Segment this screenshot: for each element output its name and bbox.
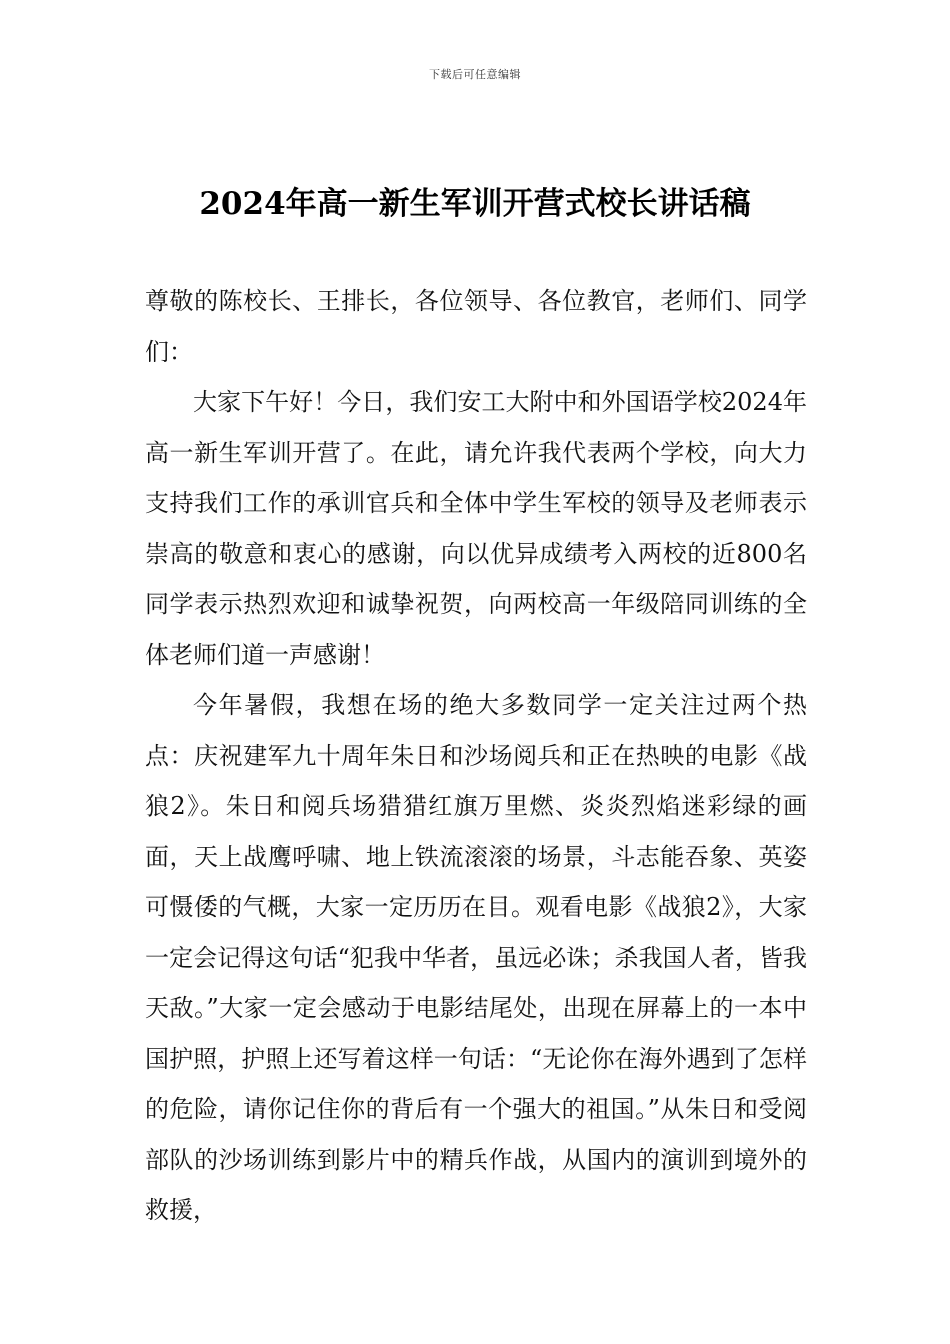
document-body (145, 276, 807, 1236)
paragraph-summer-topics: 今年暑假，我想在场的绝大多数同学一定关注过两个热点：庆祝建军九十周年朱日和沙场阅兵和正在热映的电影《战狼2》。朱日和阅兵场猎猎红旗万里燃、炎炎烈焰迷彩绿的画面，天上战鹰呼啸、地上铁流滚滚的场景，斗志能吞象、英姿可慑倭的气概，大家一定历历在目。观看电影《战狼2》，大家一定会记得这句话“犯我中华者，虽远必诛；杀我国人者，皆我天敌。”大家一定会感动于电影结尾处，出现在屏幕上的一本中国护照，护照上还写着这样一句话：“无论你在海外遇到了怎样的危险，请你记住你的背后有一个强大的祖国。”从朱日和受阅部队的沙场训练到影片中的精兵作战，从国内的演训到境外的救援， (145, 691, 807, 1224)
paragraph-welcome: 大家下午好！今日，我们安工大附中和外国语学校2024年高一新生军训开营了。在此，请允许我代表两个学校，向大力支持我们工作的承训官兵和全体中学生军校的领导及老师表示崇高的敬意和衷心的感谢，向以优异成绩考入两校的近800名同学表示热烈欢迎和诚挚祝贺，向两校高一年级陪同训练的全体老师们道一声感谢！ (145, 388, 807, 669)
document-title: 2024年高一新生军训开营式校长讲话稿 (199, 186, 751, 222)
salutation: 尊敬的陈校长、王排长，各位领导、各位教官，老师们、同学们： (145, 287, 807, 366)
page-header-note: 下载后可任意编辑 (429, 68, 521, 81)
